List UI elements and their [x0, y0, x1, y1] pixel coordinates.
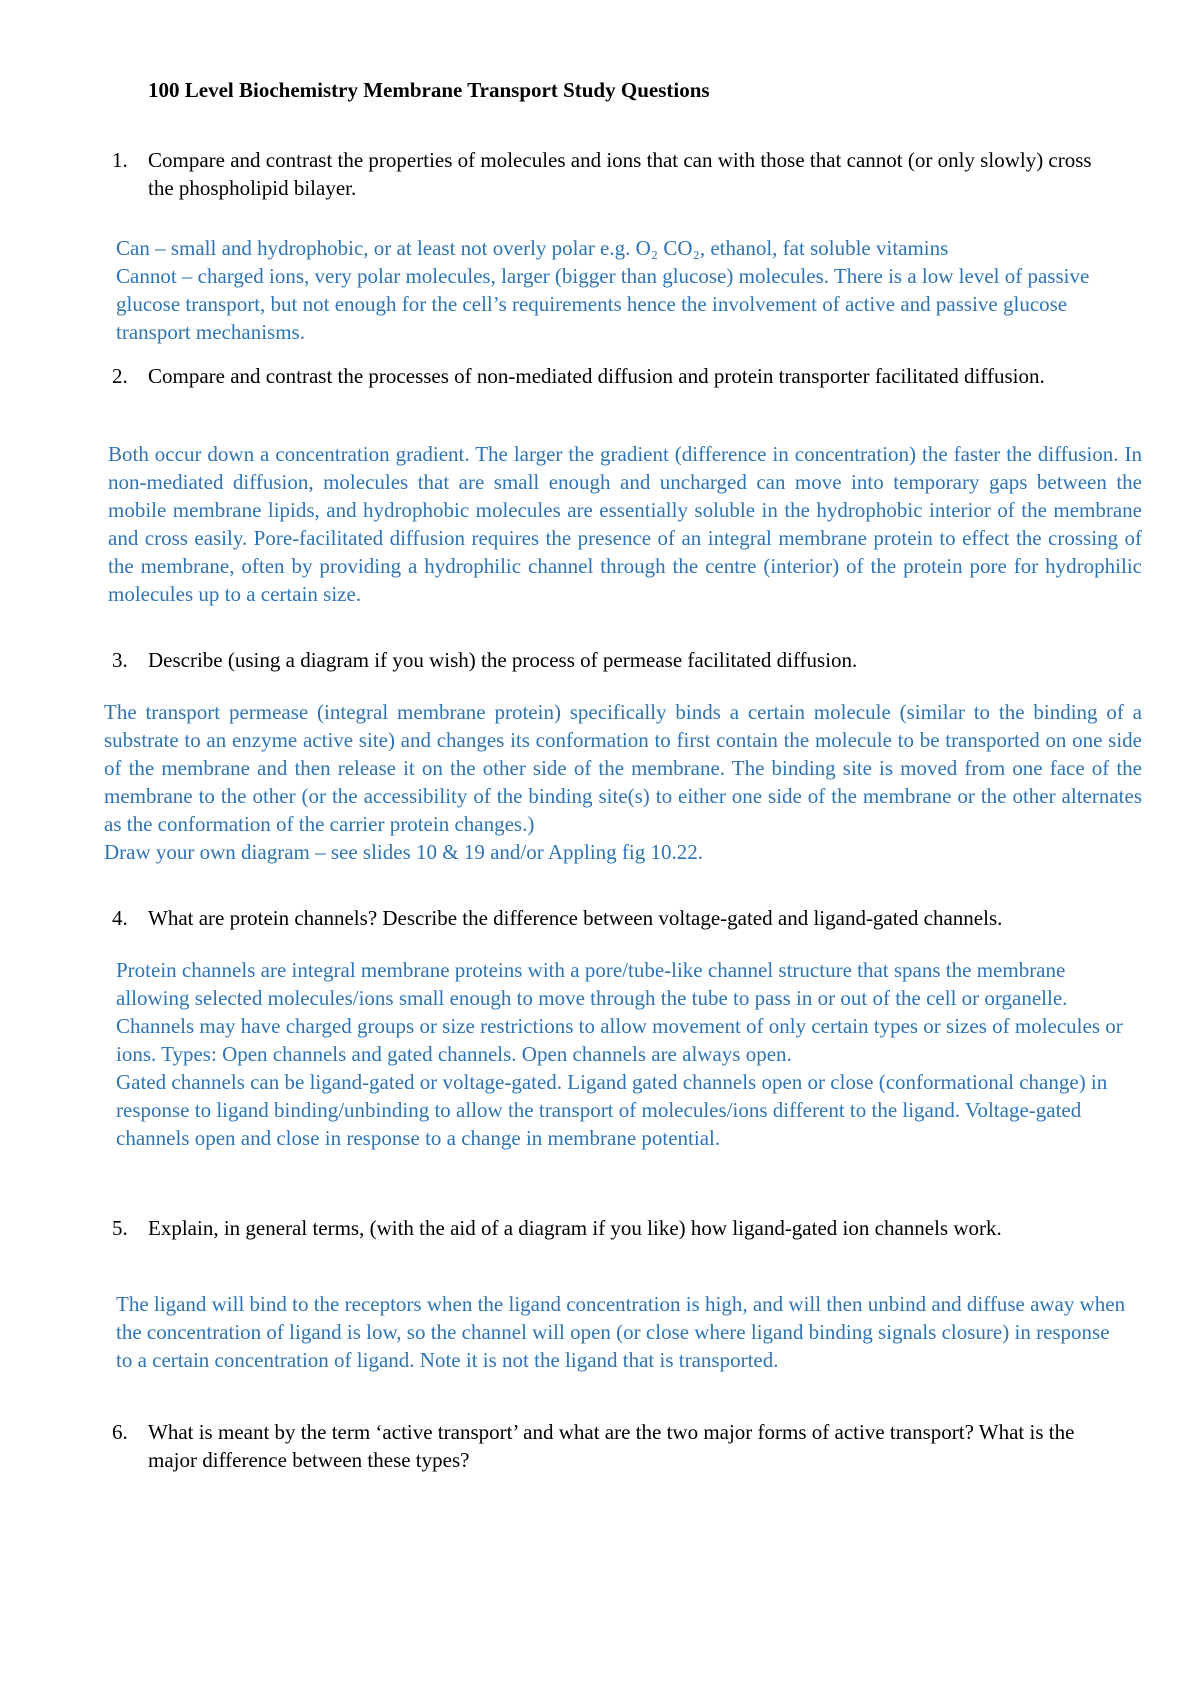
answer-paragraph: Both occur down a concentration gradient. The larger the gradient (difference in concentration) the faster the diffusion. In non-mediated diffusion, molecules that are small enough and uncharged can move into temporary gaps between the mobile membrane lipids, and hydrophobic molecules are essentially soluble in the hydrophobic interior of the membrane and cross easily. Pore-facilitated diffusion requires the presence of an integral membrane protein to effect the crossing of the membrane, often by providing a hydrophilic channel through the centre (interior) of the protein pore for hydrophilic molecules up to a certain size. — [108, 442, 1142, 606]
question-text: What are protein channels? Describe the difference between voltage-gated and ligand-gated channels. — [148, 906, 1003, 930]
question-number: 3. — [112, 648, 128, 672]
answer-paragraph: Cannot – charged ions, very polar molecules, larger (bigger than glucose) molecules. There is a low level of passive glucose transport, but not enough for the cell’s requirements hence the involvement of active and passive glucose transport mechanisms. — [116, 264, 1090, 344]
question-4 — [112, 904, 1112, 932]
answer-paragraph: The ligand will bind to the receptors when the ligand concentration is high, and will then unbind and diffuse away when the concentration of ligand is low, so the channel will open (or close where ligand binding signals closure) in response to a certain concentration of ligand. Note it is not the ligand that is transported. — [116, 1292, 1126, 1372]
question-2 — [112, 362, 1112, 390]
question-text: Describe (using a diagram if you wish) the process of permease facilitated diffusion. — [148, 648, 858, 672]
answer-paragraph: Draw your own diagram – see slides 10 & 19 and/or Appling fig 10.22. — [104, 840, 703, 864]
answer-paragraph: Can – small and hydrophobic, or at least not overly polar e.g. O₂ CO₂, ethanol, fat soluble vitamins — [116, 236, 949, 260]
question-6 — [112, 1418, 1112, 1474]
answer-4 — [116, 956, 1136, 1152]
page-title: 100 Level Biochemistry Membrane Transport Study Questions — [148, 78, 710, 102]
question-text: Compare and contrast the properties of molecules and ions that can with those that cannot (or only slowly) cross the phospholipid bilayer. — [148, 148, 1092, 200]
question-3 — [112, 646, 1112, 674]
question-number: 5. — [112, 1216, 128, 1240]
answer-5 — [116, 1290, 1126, 1374]
question-1 — [112, 146, 1112, 202]
question-text: Compare and contrast the processes of non-mediated diffusion and protein transporter facilitated diffusion. — [148, 364, 1045, 388]
question-text: What is meant by the term ‘active transport’ and what are the two major forms of active transport? What is the major difference between these types? — [148, 1420, 1075, 1472]
answer-paragraph: The transport permease (integral membrane protein) specifically binds a certain molecule (similar to the binding of a substrate to an enzyme active site) and changes its conformation to first contain the molecule to be transported on one side of the membrane and then release it on the other side of the membrane. The binding site is moved from one face of the membrane to the other (or the accessibility of the binding site(s) to either one side of the membrane or the other alternates as the conformation of the carrier protein changes.) — [104, 700, 1142, 836]
answer-2 — [108, 440, 1142, 608]
question-number: 4. — [112, 906, 128, 930]
question-5 — [112, 1214, 1112, 1242]
question-number: 1. — [112, 148, 128, 172]
answer-3 — [104, 698, 1142, 866]
answer-paragraph: Protein channels are integral membrane proteins with a pore/tube-like channel structure that spans the membrane allowing selected molecules/ions small enough to move through the tube to pass in or out of the cell or organelle. Channels may have charged groups or size restrictions to allow movement of only certain types or sizes of molecules or ions. Types: Open channels and gated channels. Open channels are always open. — [116, 958, 1123, 1066]
question-number: 6. — [112, 1420, 128, 1444]
answer-1 — [116, 234, 1126, 346]
question-number: 2. — [112, 364, 128, 388]
answer-paragraph: Gated channels can be ligand-gated or voltage-gated. Ligand gated channels open or close (conformational change) in response to ligand binding/unbinding to allow the transport of molecules/ions different to the ligand. Voltage-gated channels open and close in response to a change in membrane potential. — [116, 1070, 1108, 1150]
question-text: Explain, in general terms, (with the aid of a diagram if you like) how ligand-gated ion channels work. — [148, 1216, 1002, 1240]
